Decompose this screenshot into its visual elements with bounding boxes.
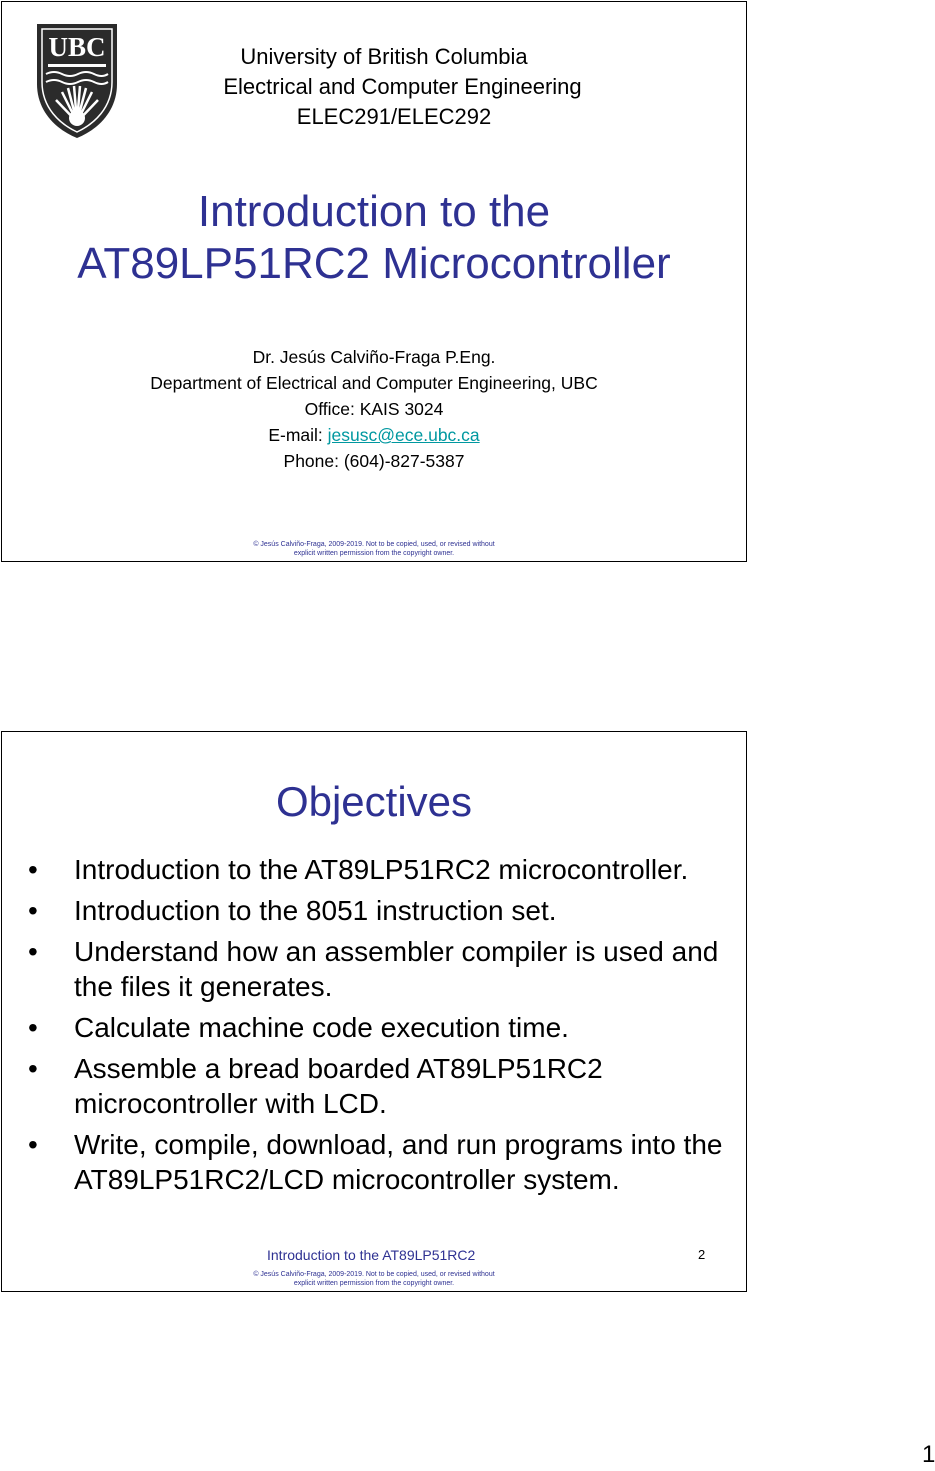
slide-title bbox=[2, 186, 746, 290]
copyright-line-2: explicit written permission from the copyright owner. bbox=[293, 1280, 455, 1287]
objectives-slide bbox=[1, 731, 747, 1292]
title-line-1: Introduction to the bbox=[197, 187, 551, 236]
list-item bbox=[26, 852, 726, 887]
author-email-line bbox=[2, 422, 746, 448]
email-link[interactable]: jesusc@ece.ubc.ca bbox=[327, 425, 480, 445]
page-number: 1 bbox=[922, 1441, 935, 1468]
slide-number: 2 bbox=[698, 1247, 706, 1262]
bullet-icon: • bbox=[28, 936, 38, 967]
slide-footer-title: Introduction to the AT89LP51RC2 bbox=[267, 1247, 476, 1263]
list-item-text: Assemble a bread boarded AT89LP51RC2 microcontroller with LCD. bbox=[74, 1053, 603, 1119]
author-info bbox=[2, 344, 746, 474]
list-item-text: Introduction to the AT89LP51RC2 microcontroller. bbox=[74, 854, 689, 885]
objectives-list bbox=[26, 852, 726, 1203]
course-code: ELEC291/ELEC292 bbox=[296, 104, 492, 129]
copyright-line-2: explicit written permission from the copyright owner. bbox=[293, 550, 455, 557]
list-item-text: Understand how an assembler compiler is used and the files it generates. bbox=[74, 936, 719, 1002]
bullet-icon: • bbox=[28, 854, 38, 885]
author-phone: Phone: (604)-827-5387 bbox=[283, 451, 465, 471]
copyright-line-1: © Jesús Calviño-Fraga, 2009-2019. Not to be copied, used, or revised without bbox=[253, 1271, 495, 1278]
university-header bbox=[2, 42, 746, 132]
list-item bbox=[26, 1127, 726, 1197]
author-office: Office: KAIS 3024 bbox=[304, 399, 444, 419]
bullet-icon: • bbox=[28, 1053, 38, 1084]
list-item-text: Write, compile, download, and run programs into the AT89LP51RC2/LCD microcontroller system. bbox=[74, 1129, 723, 1195]
list-item bbox=[26, 893, 726, 928]
ubc-logo-text: UBC bbox=[48, 32, 106, 62]
copyright-notice bbox=[2, 1270, 746, 1288]
department-name: Electrical and Computer Engineering bbox=[223, 74, 582, 99]
author-department: Department of Electrical and Computer Engineering, UBC bbox=[150, 373, 598, 393]
list-item bbox=[26, 1051, 726, 1121]
bullet-icon: • bbox=[28, 895, 38, 926]
bullet-icon: • bbox=[28, 1012, 38, 1043]
list-item bbox=[26, 934, 726, 1004]
email-label: E-mail: bbox=[268, 425, 328, 445]
title-slide bbox=[1, 1, 747, 562]
objectives-title: Objectives bbox=[275, 778, 473, 825]
copyright-notice bbox=[2, 540, 746, 558]
author-name: Dr. Jesús Calviño-Fraga P.Eng. bbox=[252, 347, 496, 367]
title-line-2: AT89LP51RC2 Microcontroller bbox=[77, 239, 671, 288]
bullet-icon: • bbox=[28, 1129, 38, 1160]
list-item-text: Calculate machine code execution time. bbox=[74, 1012, 569, 1043]
university-name: University of British Columbia bbox=[240, 44, 528, 69]
list-item-text: Introduction to the 8051 instruction set. bbox=[74, 895, 557, 926]
copyright-line-1: © Jesús Calviño-Fraga, 2009-2019. Not to be copied, used, or revised without bbox=[253, 541, 495, 548]
list-item bbox=[26, 1010, 726, 1045]
